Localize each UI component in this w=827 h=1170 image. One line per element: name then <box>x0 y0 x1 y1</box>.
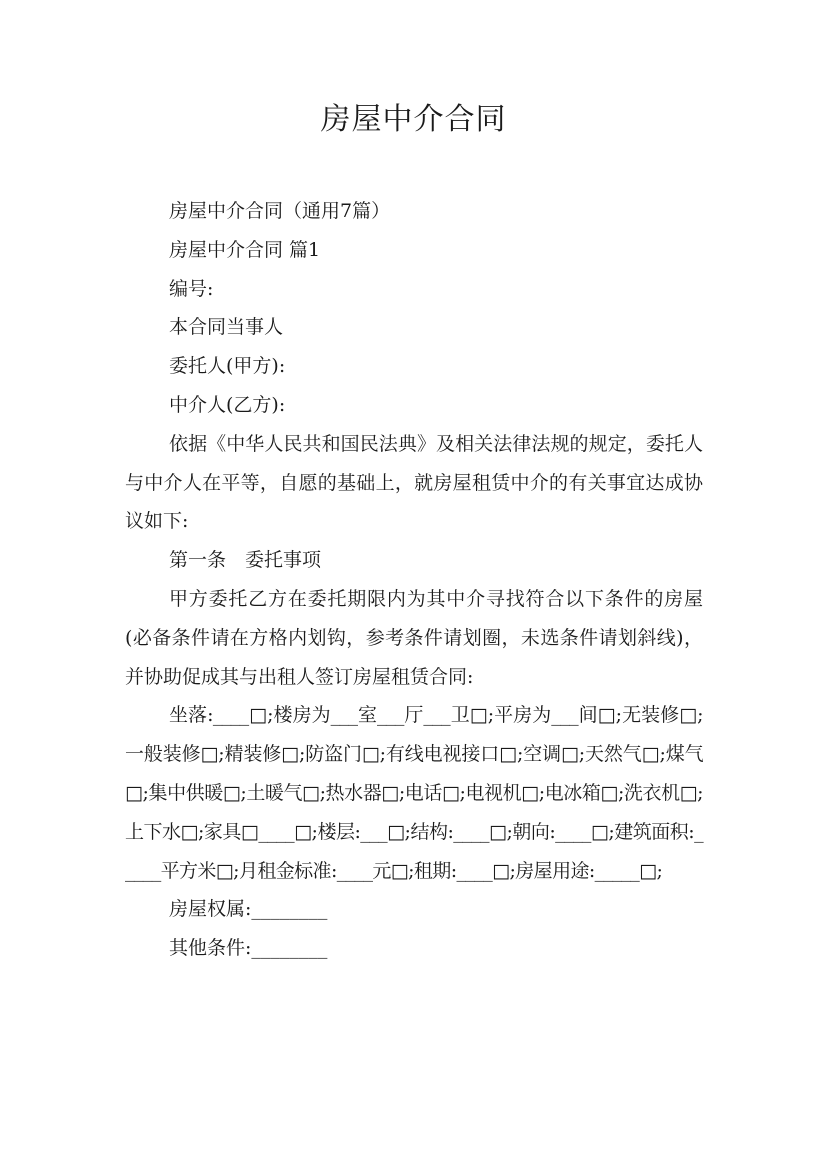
article-1-body: 甲方委托乙方在委托期限内为其中介寻找符合以下条件的房屋(必备条件请在方格内划钩，参考条件请划圈，未选条件请划斜线)，并协助促成其与出租人签订房屋租赁合同: <box>125 587 703 688</box>
preamble-paragraph: 依据《中华人民共和国民法典》及相关法律法规的规定，委托人与中介人在平等，自愿的基础上，就房屋租赁中介的有关事宜达成协议如下: <box>125 432 703 533</box>
section-heading: 房屋中介合同 篇1 <box>169 238 321 261</box>
article-1-heading: 第一条 委托事项 <box>169 549 322 572</box>
document-body <box>125 192 703 968</box>
document-title: 房屋中介合同 <box>320 102 507 137</box>
house-conditions-paragraph: 坐落:____□;楼房为___室___厅___卫□;平房为___间□;无装修□;一般装修□;精装修□;防盗门□;有线电视接口□;空调□;天然气□;煤气□;集中供暖□;土暖气□;热水器□;电话□;电视机□;电冰箱□;洗衣机□;上下水□;家具□____□;楼层:___□;结构:____□;朝向:____□;建筑面积:_____平方米□;月租金标准:____元□;租期:____□;房屋用途:_____□; <box>125 704 703 882</box>
contract-number-label: 编号: <box>169 277 214 300</box>
client-party-label: 委托人(甲方): <box>169 355 286 378</box>
subtitle-line: 房屋中介合同（通用7篇） <box>169 200 391 222</box>
ownership-field: 房屋权属:________ <box>169 898 328 921</box>
other-conditions-field: 其他条件:________ <box>169 937 328 960</box>
parties-label: 本合同当事人 <box>169 316 284 339</box>
agent-party-label: 中介人(乙方): <box>169 393 286 416</box>
